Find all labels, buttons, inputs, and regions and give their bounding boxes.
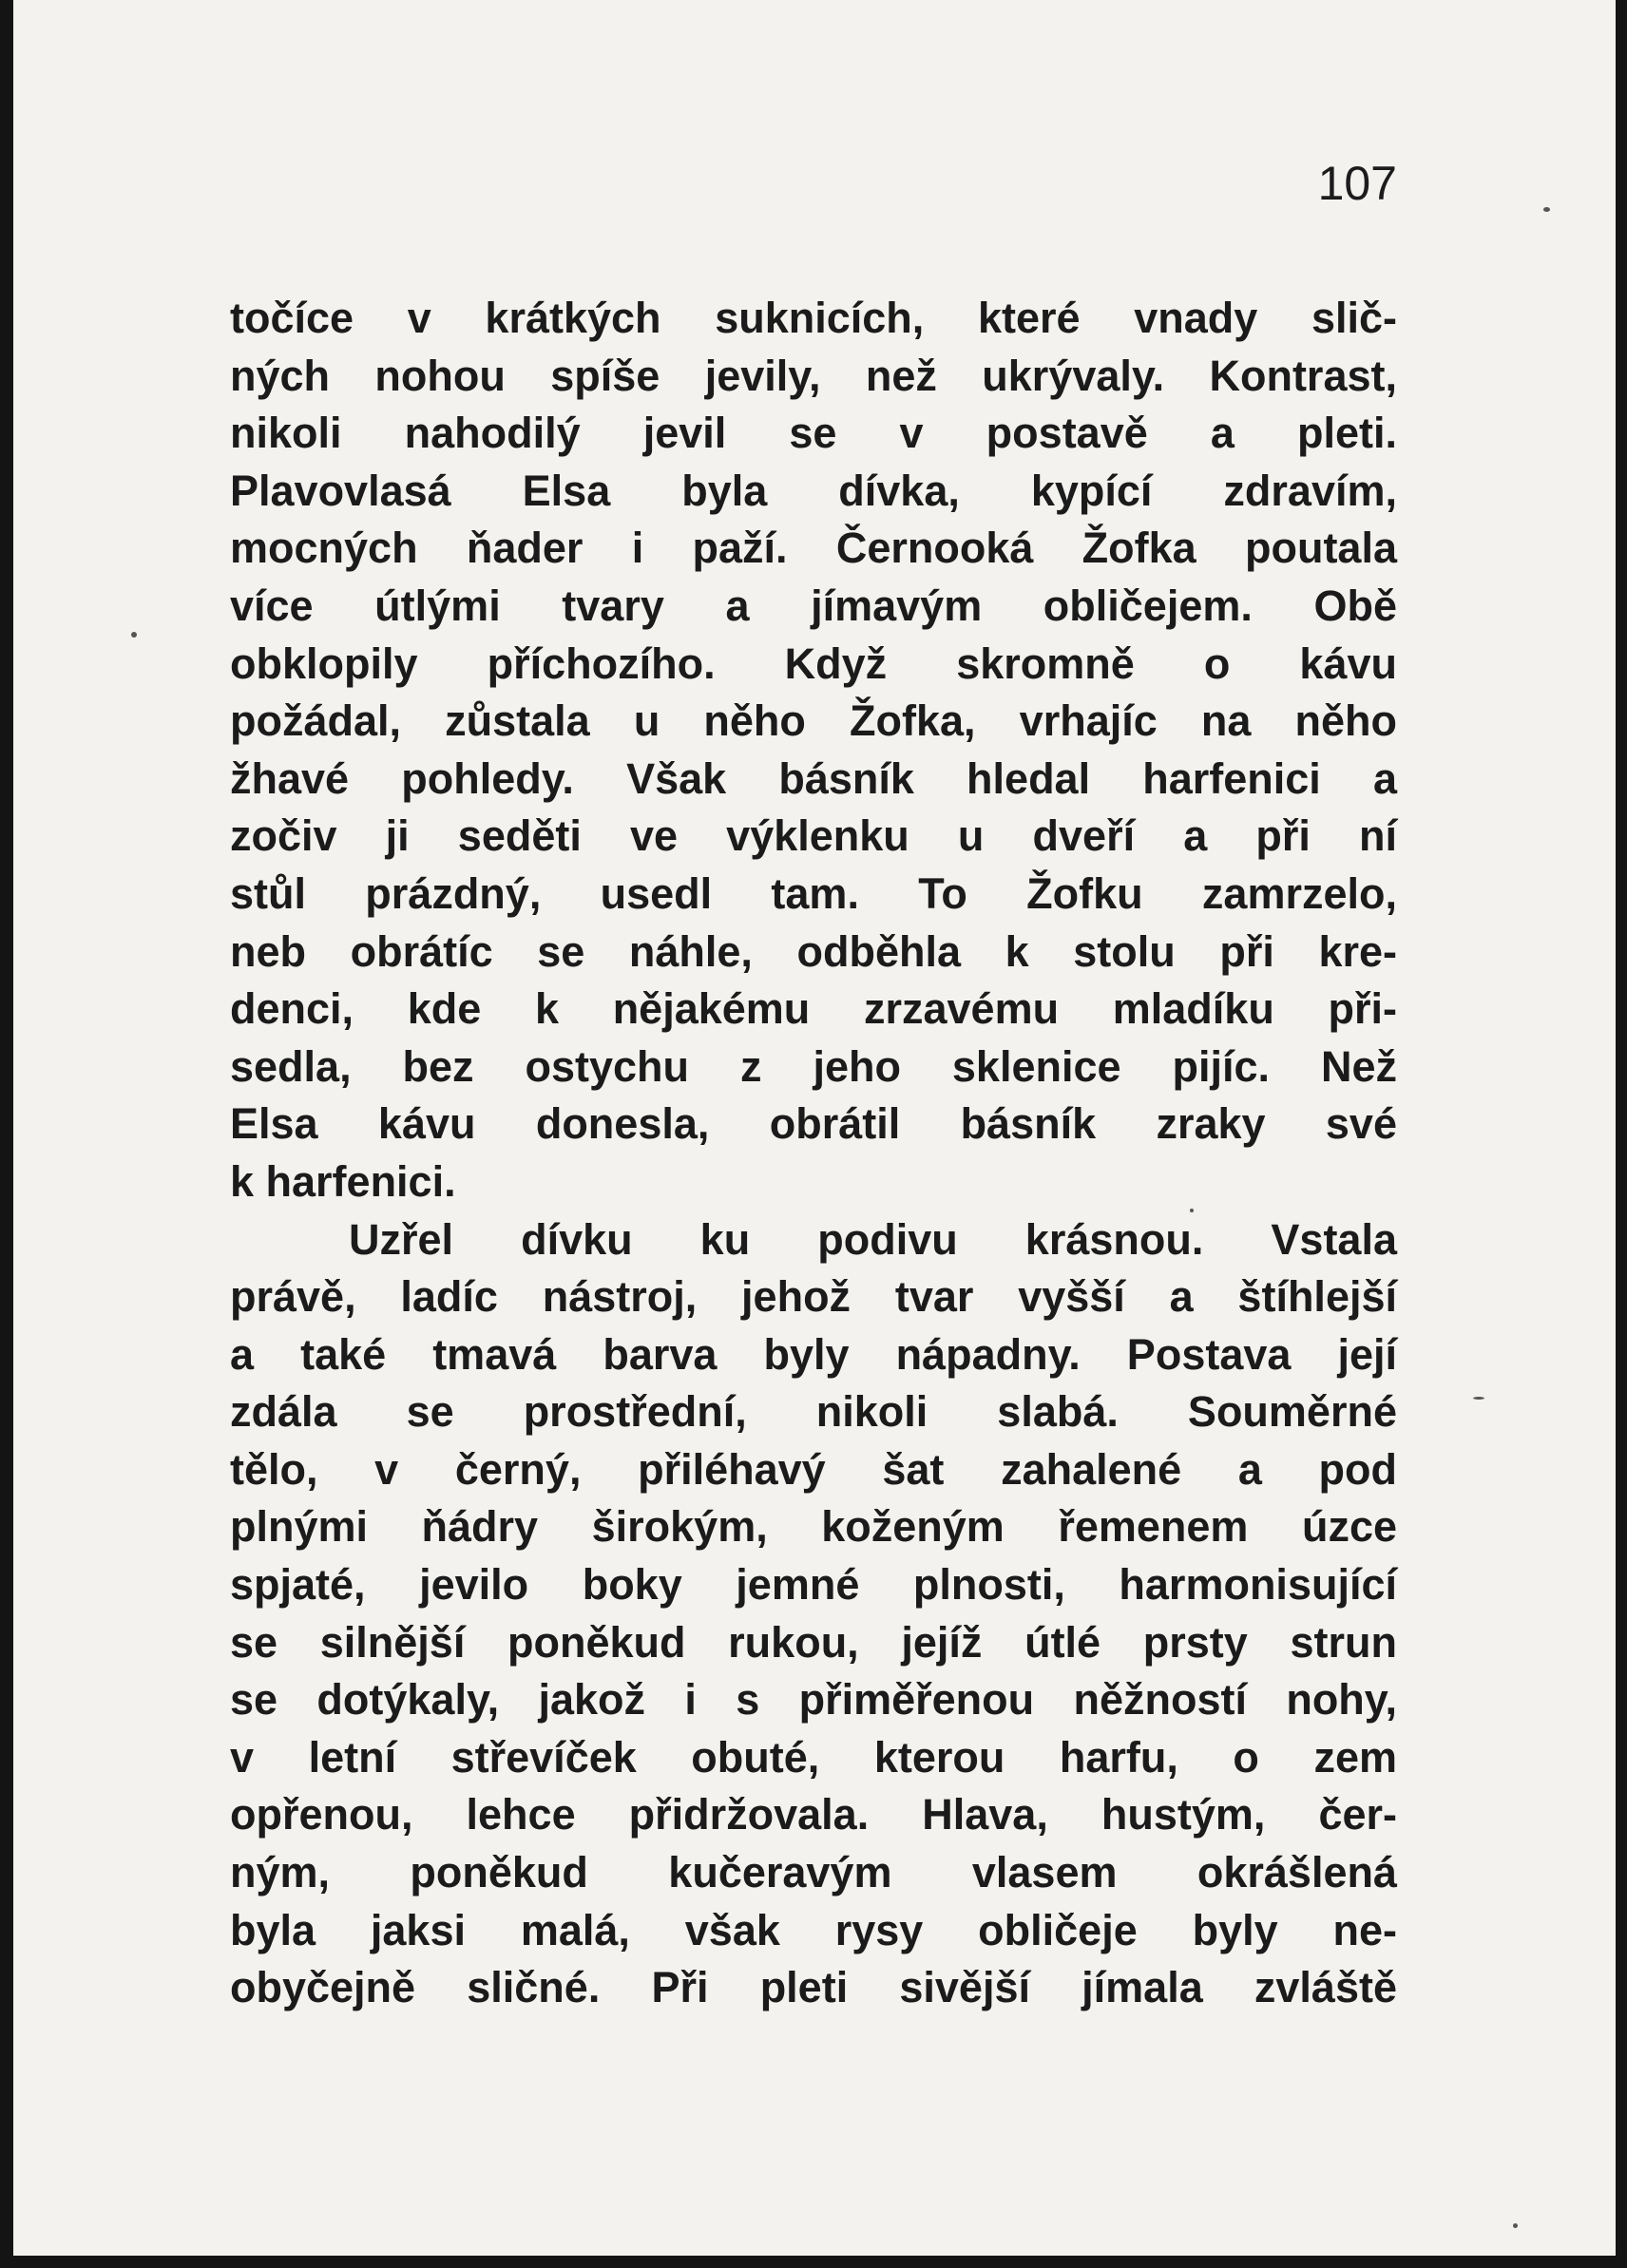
page-number: 107 <box>1317 157 1397 210</box>
scan-left-edge <box>0 0 13 2268</box>
text-line: mocných ňader i paží. Černooká Žofka poutala <box>230 524 1397 573</box>
text-line: denci, kde k nějakému zrzavému mladíku při- <box>230 984 1397 1034</box>
text-line: tělo, v černý, přiléhavý šat zahalené a pod <box>230 1444 1397 1494</box>
paragraph-2 <box>230 1211 1397 2017</box>
text-line: Uzřel dívku ku podivu krásnou. Vstala <box>349 1214 1397 1264</box>
body-text <box>230 290 1397 2017</box>
text-line: ných nohou spíše jevily, než ukrývaly. Kontrast, <box>230 351 1397 400</box>
dust-speck <box>1543 207 1550 212</box>
text-line: neb obrátíc se náhle, odběhla k stolu při kre- <box>230 926 1397 976</box>
scan-right-edge <box>1616 0 1627 2268</box>
text-line: zdála se prostřední, nikoli slabá. Souměrné <box>230 1387 1397 1437</box>
text-line: se silnější poněkud rukou, jejíž útlé prsty strun <box>230 1617 1397 1667</box>
dust-speck <box>1473 1397 1484 1400</box>
text-line: Elsa kávu donesla, obrátil básník zraky své <box>230 1099 1397 1149</box>
text-line: spjaté, jevilo boky jemné plnosti, harmonisující <box>230 1560 1397 1610</box>
text-line: a také tmavá barva byly nápadny. Postava její <box>230 1329 1397 1379</box>
text-line: více útlými tvary a jímavým obličejem. Obě <box>230 581 1397 630</box>
text-line: žhavé pohledy. Však básník hledal harfenici a <box>230 753 1397 803</box>
text-line: obyčejně sličné. Při pleti sivější jímala zvláště <box>230 1963 1397 2012</box>
text-line: požádal, zůstala u něho Žofka, vrhajíc na něho <box>230 696 1397 746</box>
text-line: k harfenici. <box>230 1156 456 1206</box>
text-line: sedla, bez ostychu z jeho sklenice pijíc. Než <box>230 1041 1397 1091</box>
text-line: byla jaksi malá, však rysy obličeje byly ne- <box>230 1905 1397 1954</box>
text-line: stůl prázdný, usedl tam. To Žofku zamrzelo, <box>230 868 1397 918</box>
text-line: právě, ladíc nástroj, jehož tvar vyšší a štíhlejší <box>230 1272 1397 1322</box>
text-line: obklopily příchozího. Když skromně o kávu <box>230 638 1397 688</box>
text-line: plnými ňádry širokým, koženým řemenem úzce <box>230 1502 1397 1552</box>
paragraph-1 <box>230 290 1397 1211</box>
text-line: se dotýkaly, jakož i s přiměřenou něžností nohy, <box>230 1675 1397 1725</box>
text-line: opřenou, lehce přidržovala. Hlava, hustým, čer- <box>230 1790 1397 1839</box>
text-line: zočiv ji seděti ve výklenku u dveří a při ní <box>230 811 1397 861</box>
text-line: Plavovlasá Elsa byla dívka, kypící zdravím, <box>230 466 1397 515</box>
scan-bottom-edge <box>0 2256 1627 2268</box>
text-line: ným, poněkud kučeravým vlasem okrášlená <box>230 1848 1397 1897</box>
text-line: nikoli nahodilý jevil se v postavě a pleti. <box>230 409 1397 458</box>
text-line: točíce v krátkých suknicích, které vnady slič- <box>230 294 1397 342</box>
text-line: v letní střevíček obuté, kterou harfu, o zem <box>230 1732 1397 1782</box>
dust-speck <box>131 632 137 638</box>
dust-speck <box>1513 2223 1518 2228</box>
